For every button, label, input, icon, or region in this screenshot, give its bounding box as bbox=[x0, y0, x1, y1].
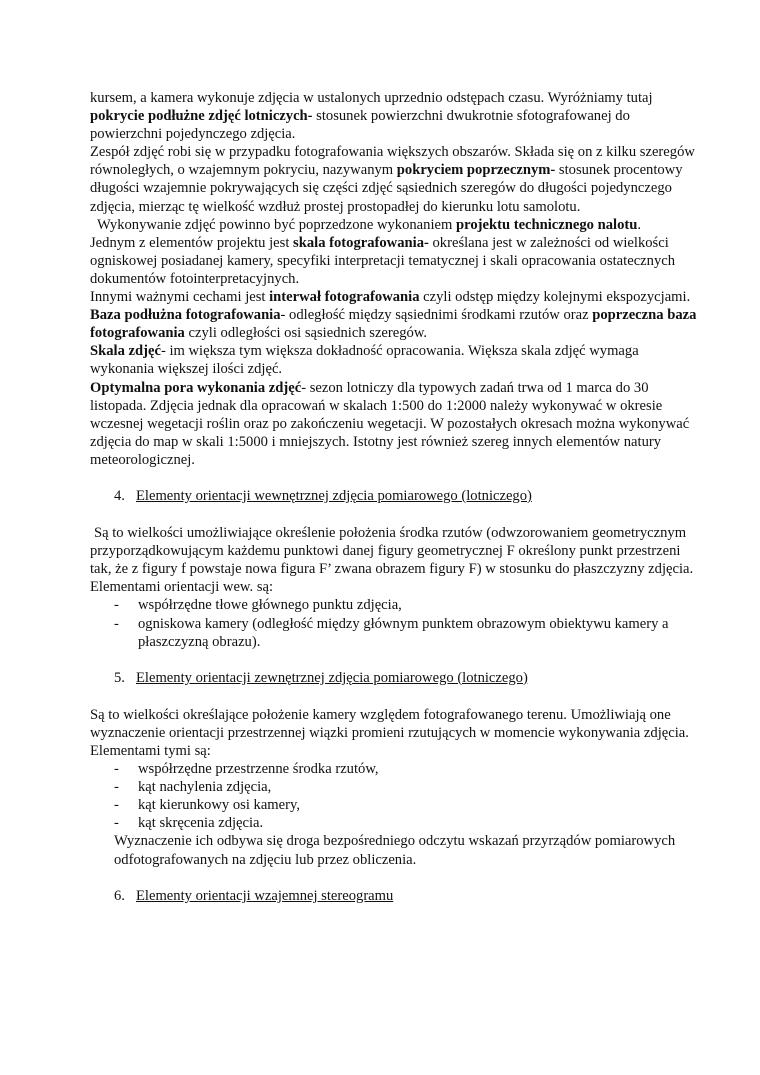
list-item: - ogniskowa kamery (odległość między głównym punktem obrazowym obiektywu kamery a płaszczyzną obrazu). bbox=[114, 615, 700, 651]
text: stosunek procentowy długości wzajemnie pokrywających się części zdjęć sąsiednich szeregów do długości pojedynczego zdjęcia, mierząc tę wielkość wzdłuż prostej prostopadłej do kierunku lotu samolotu. bbox=[90, 162, 683, 215]
paragraph-orientacja-wew-lead: Elementami orientacji wew. są: bbox=[90, 579, 274, 596]
paragraph-skala-zdjec bbox=[90, 342, 700, 378]
bold-term: interwał fotografowania bbox=[269, 289, 420, 306]
bold-term: Baza podłużna fotografowania bbox=[90, 307, 281, 324]
text: - sezon lotniczy dla typowych zadań trwa od 1 marca do 30 listopada. Zdjęcia jednak dla opracowań w skalach 1:500 do 1:2000 należy wykonywać w okresie wczesnej wegetacji roślin oraz po zakończeniu wegetacji. W pozostałych okresach można wykonywać zdjęcia do map w skali 1:5000 i mniejszych. Istotny jest również szereg innych elementów natury meteorologicznej. bbox=[90, 379, 690, 468]
paragraph-projekt-nalotu bbox=[90, 216, 700, 234]
bold-term: skala fotografowania- bbox=[293, 234, 429, 251]
text: Zespół zdjęć robi się w przypadku fotografowania większych obszarów. Składa się on z kilku szeregów równoległych, o wzajemnym pokryciu, nazywanym bbox=[90, 144, 695, 179]
text: Jednym z elementów projektu jest bbox=[90, 234, 294, 251]
text: określana jest w zależności od wielkości ogniskowej posiadanej kamery, specyfiki interpretacji tematycznej i skali opracowania ostatecznych dokumentów fotointerpretacyjnych. bbox=[90, 234, 676, 287]
list-item: - kąt kierunkowy osi kamery, bbox=[114, 796, 700, 814]
paragraph-pokrycie-poprzeczne bbox=[90, 143, 700, 215]
section-heading-5 bbox=[90, 669, 700, 687]
text: - im większa tym większa dokładność opracowania. Większa skala zdjęć wymaga wykonania większej ilości zdjęć. bbox=[90, 343, 639, 378]
paragraph-optymalna-pora bbox=[90, 379, 700, 469]
heading-number: 4. bbox=[114, 487, 125, 504]
bold-term: poprzeczna baza fotografowania bbox=[90, 307, 697, 342]
heading-number: 5. bbox=[114, 669, 125, 686]
paragraph-wyznaczenie: Wyznaczenie ich odbywa się droga bezpośredniego odczytu wskazań przyrządów pomiarowych odfotografowanych na zdjęciu lub przez obliczenia. bbox=[114, 833, 676, 868]
bold-term: projektu technicznego nalotu bbox=[456, 216, 638, 233]
paragraph-orientacja-zew-lead: Elementami tymi są: bbox=[90, 743, 211, 759]
bold-term: pokryciem poprzecznym- bbox=[396, 162, 556, 179]
heading-title: Elementy orientacji zewnętrznej zdjęcia pomiarowego (lotniczego) bbox=[136, 669, 528, 686]
text: . bbox=[637, 216, 641, 233]
text: kursem, a kamera wykonuje zdjęcia w ustalonych uprzednio odstępach czasu. Wyróżniamy tutaj bbox=[90, 90, 653, 106]
heading-title: Elementy orientacji wzajemnej stereogramu bbox=[136, 887, 394, 904]
paragraph-skala-fotografowania bbox=[90, 234, 700, 288]
bold-term: pokrycie podłużne zdjęć lotniczych- bbox=[90, 108, 313, 125]
text: Wykonywanie zdjęć powinno być poprzedzone wykonaniem bbox=[97, 216, 456, 233]
text: stosunek powierzchni dwukrotnie sfotografowanej do powierzchni pojedynczego zdjęcia. bbox=[90, 108, 630, 143]
list-item: - współrzędne tłowe głównego punktu zdjęcia, bbox=[114, 596, 700, 614]
list-item: - kąt nachylenia zdjęcia, bbox=[114, 778, 700, 796]
paragraph-interwal bbox=[90, 288, 700, 342]
heading-number: 6. bbox=[114, 887, 125, 904]
text: czyli odległości osi sąsiednich szeregów. bbox=[184, 325, 428, 342]
list-orientacja-wew bbox=[90, 596, 700, 650]
section-heading-6 bbox=[90, 887, 700, 905]
text: - odległość między sąsiednimi środkami rzutów oraz bbox=[280, 307, 593, 324]
paragraph-pokrycie-podluzne bbox=[90, 89, 700, 143]
bold-term: Skala zdjęć bbox=[90, 343, 161, 360]
heading-title: Elementy orientacji wewnętrznej zdjęcia pomiarowego (lotniczego) bbox=[136, 487, 532, 504]
section-heading-4 bbox=[90, 487, 700, 505]
text: czyli odstęp między kolejnymi ekspozycjami. bbox=[419, 289, 691, 306]
list-item: - kąt skręcenia zdjęcia. bbox=[114, 814, 700, 832]
list-orientacja-zew bbox=[90, 760, 700, 832]
list-item: - współrzędne przestrzenne środka rzutów, bbox=[114, 760, 700, 778]
text: Innymi ważnymi cechami jest bbox=[90, 289, 270, 306]
paragraph-orientacja-wew-def: Są to wielkości umożliwiające określenie położenia środka rzutów (odwzorowaniem geometrycznym przyporządkowującym każdemu punktowi danej figury geometrycznej F określony punkt przestrzeni tak, że z figury f powstaje nowa figura F’ zwana obrazem figury F) w stosunku do płaszczyzny zdjęcia. bbox=[90, 525, 694, 578]
paragraph-orientacja-zew-def: Są to wielkości określające położenie kamery względem fotografowanego terenu. Umożliwiają one wyznaczenie orientacji przestrzennej wiązki promieni rzutujących w momencie wykonywania zdjęcia. bbox=[90, 706, 689, 741]
bold-term: Optymalna pora wykonania zdjęć bbox=[90, 379, 302, 396]
